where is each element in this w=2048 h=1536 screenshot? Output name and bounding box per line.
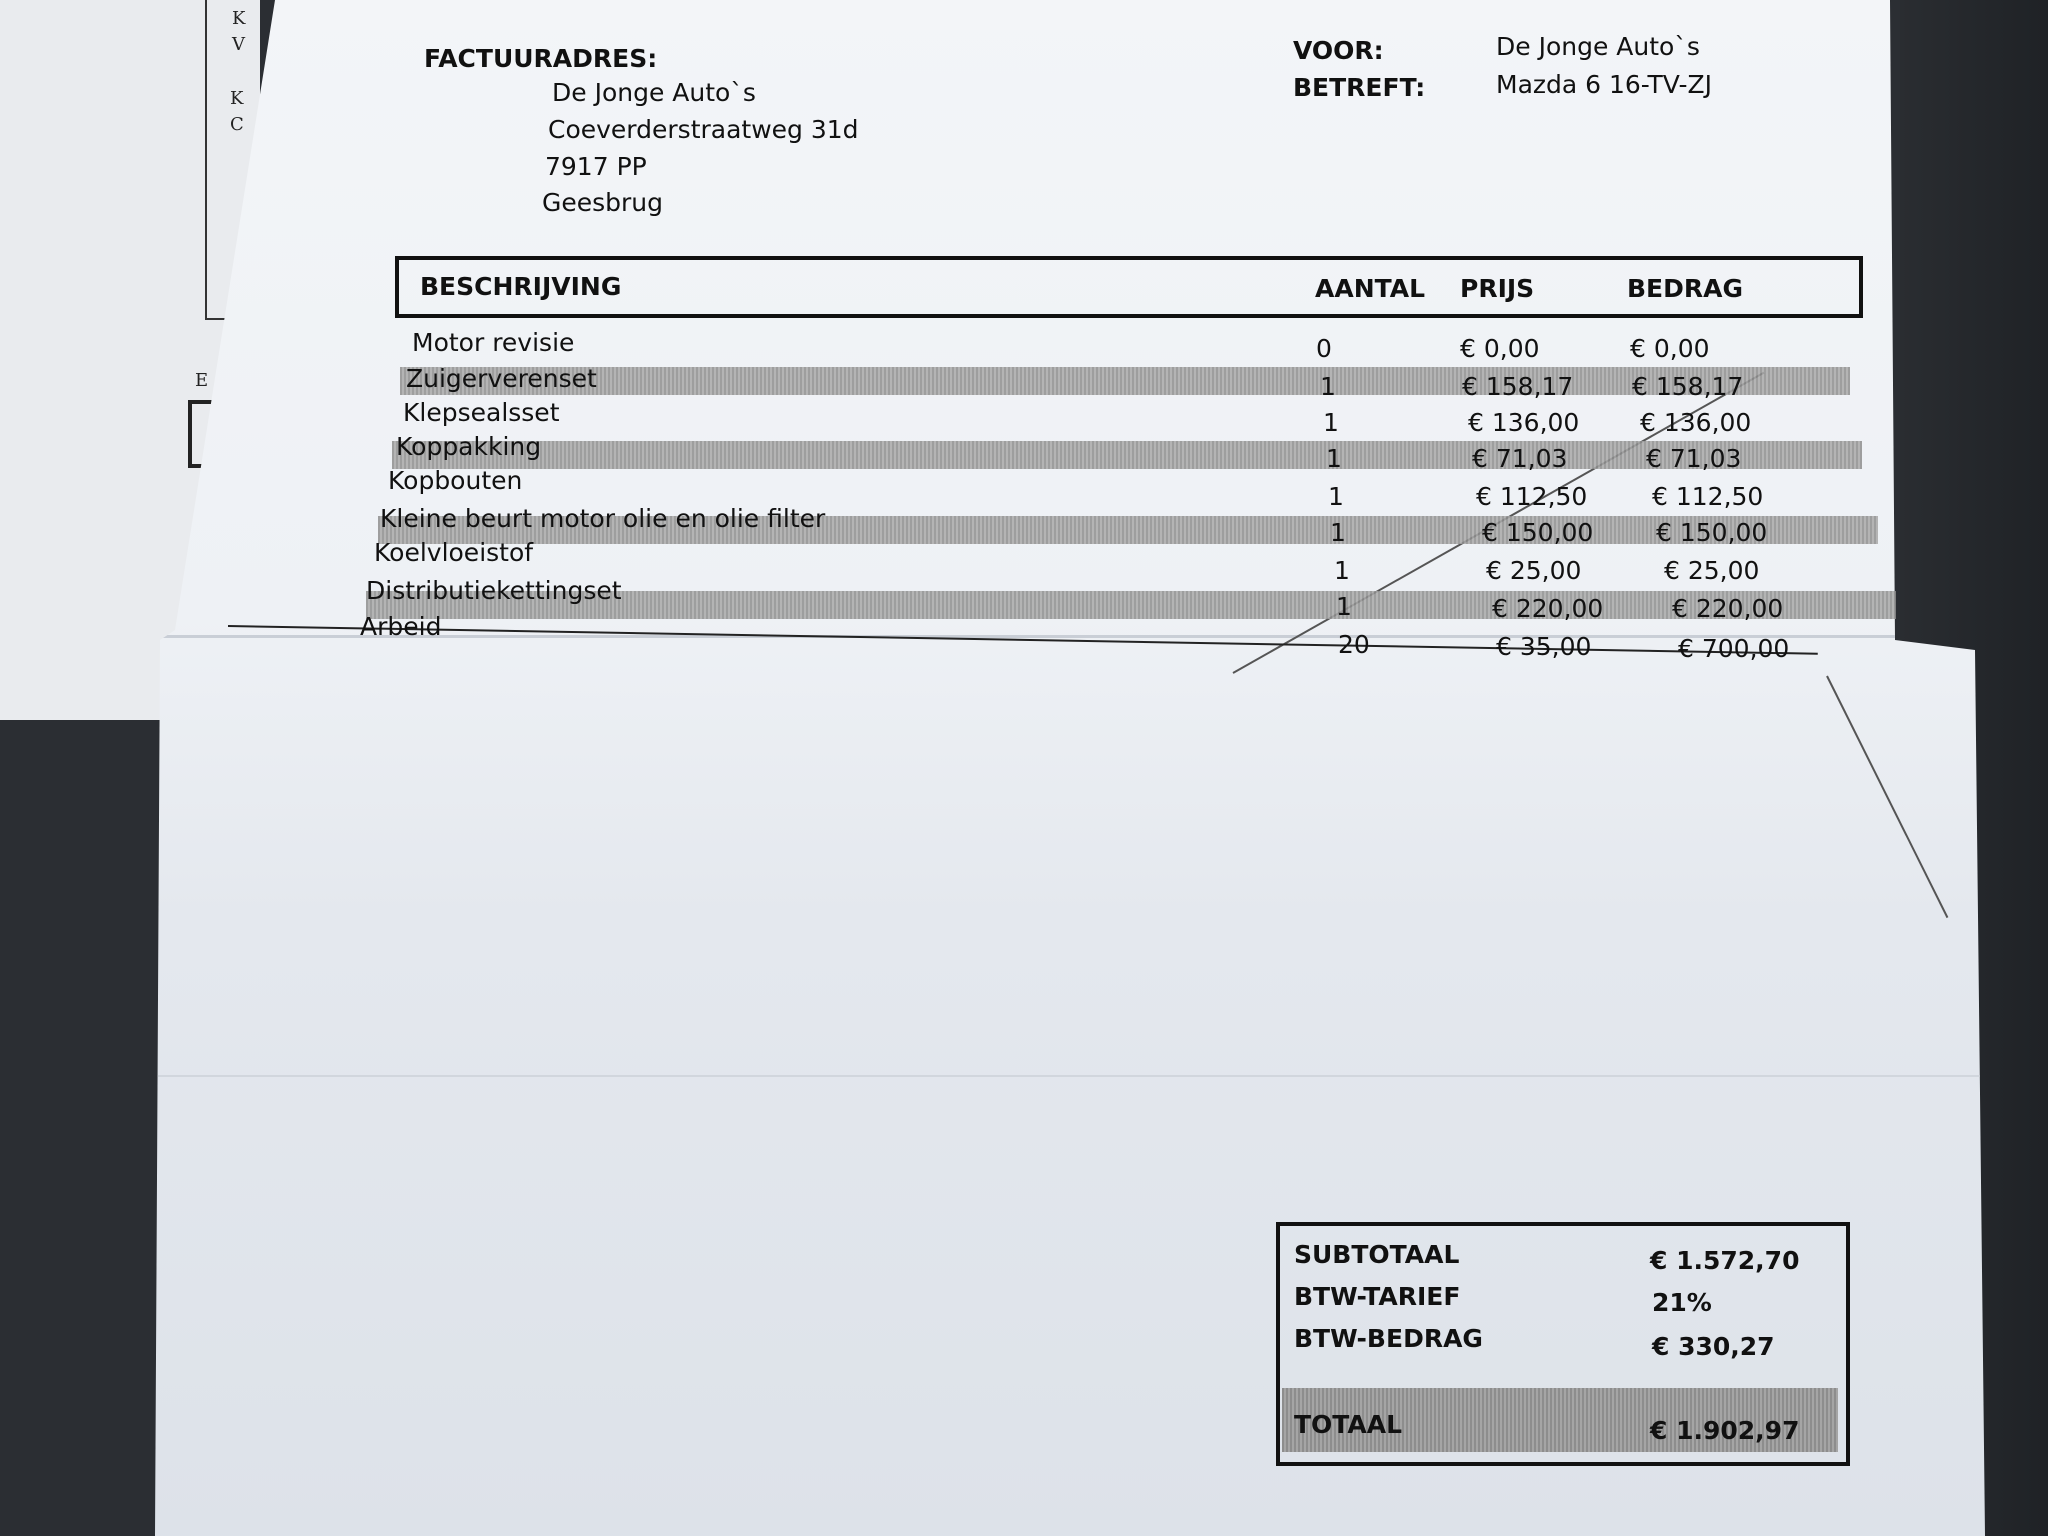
row-quantity: 1 xyxy=(1320,372,1336,401)
header-amount: BEDRAG xyxy=(1627,274,1744,303)
regarding-value: Mazda 6 16-TV-ZJ xyxy=(1496,70,1712,99)
row-quantity: 1 xyxy=(1326,444,1342,473)
row-amount: € 150,00 xyxy=(1656,518,1768,547)
row-price: € 220,00 xyxy=(1492,594,1604,623)
row-price: € 71,03 xyxy=(1472,444,1568,473)
total-value: € 1.902,97 xyxy=(1650,1416,1800,1445)
vat-rate-value: 21% xyxy=(1652,1288,1712,1317)
row-description: Distributiekettingset xyxy=(366,576,622,605)
row-price: € 112,50 xyxy=(1476,482,1588,511)
row-price: € 35,00 xyxy=(1496,632,1592,661)
row-amount: € 0,00 xyxy=(1630,334,1710,363)
underlying-letters-top: K V xyxy=(232,8,246,55)
for-value: De Jonge Auto`s xyxy=(1496,32,1700,61)
total-label: TOTAAL xyxy=(1294,1410,1403,1439)
row-quantity: 0 xyxy=(1316,334,1332,363)
row-quantity: 1 xyxy=(1336,592,1352,621)
billing-city: Geesbrug xyxy=(542,188,664,217)
vat-rate-label: BTW-TARIEF xyxy=(1294,1282,1461,1311)
pen-stroke xyxy=(1826,676,1948,919)
row-quantity: 1 xyxy=(1328,482,1344,511)
regarding-label: BETREFT: xyxy=(1293,73,1426,102)
row-amount: € 700,00 xyxy=(1678,634,1790,663)
subtotal-label: SUBTOTAAL xyxy=(1294,1240,1460,1269)
row-description: Zuigerverenset xyxy=(406,364,597,393)
subtotal-value: € 1.572,70 xyxy=(1650,1246,1800,1275)
header-description: BESCHRIJVING xyxy=(420,272,622,301)
underlying-letter-e: E xyxy=(195,370,209,391)
header-price: PRIJS xyxy=(1460,274,1535,303)
row-quantity: 1 xyxy=(1330,518,1346,547)
billing-name: De Jonge Auto`s xyxy=(552,78,756,107)
underlying-letters-mid: K C xyxy=(230,88,244,135)
row-description: Klepsealsset xyxy=(403,398,560,427)
paper-fold xyxy=(155,1075,1985,1077)
row-price: € 136,00 xyxy=(1468,408,1580,437)
row-description: Koppakking xyxy=(396,432,542,461)
row-description: Kopbouten xyxy=(388,466,523,495)
row-price: € 150,00 xyxy=(1482,518,1594,547)
row-shading xyxy=(392,441,1862,469)
row-quantity: 1 xyxy=(1334,556,1350,585)
row-description: Koelvloeistof xyxy=(374,538,534,567)
row-quantity: 1 xyxy=(1323,408,1339,437)
row-description: Motor revisie xyxy=(412,328,575,357)
row-price: € 25,00 xyxy=(1486,556,1582,585)
row-price: € 0,00 xyxy=(1460,334,1540,363)
row-amount: € 158,17 xyxy=(1632,372,1744,401)
row-amount: € 220,00 xyxy=(1672,594,1784,623)
row-description: Arbeid xyxy=(360,612,442,641)
for-label: VOOR: xyxy=(1293,36,1384,65)
row-amount: € 25,00 xyxy=(1664,556,1760,585)
row-price: € 158,17 xyxy=(1462,372,1574,401)
row-amount: € 136,00 xyxy=(1640,408,1752,437)
billing-label: FACTUURADRES: xyxy=(424,44,658,73)
header-quantity: AANTAL xyxy=(1315,274,1426,303)
row-amount: € 71,03 xyxy=(1646,444,1742,473)
row-description: Kleine beurt motor olie en olie filter xyxy=(380,504,826,533)
row-amount: € 112,50 xyxy=(1652,482,1764,511)
row-quantity: 20 xyxy=(1338,630,1370,659)
vat-amount-label: BTW-BEDRAG xyxy=(1294,1324,1483,1353)
vat-amount-value: € 330,27 xyxy=(1652,1332,1775,1361)
billing-postcode: 7917 PP xyxy=(545,152,647,181)
billing-street: Coeverderstraatweg 31d xyxy=(548,115,859,144)
